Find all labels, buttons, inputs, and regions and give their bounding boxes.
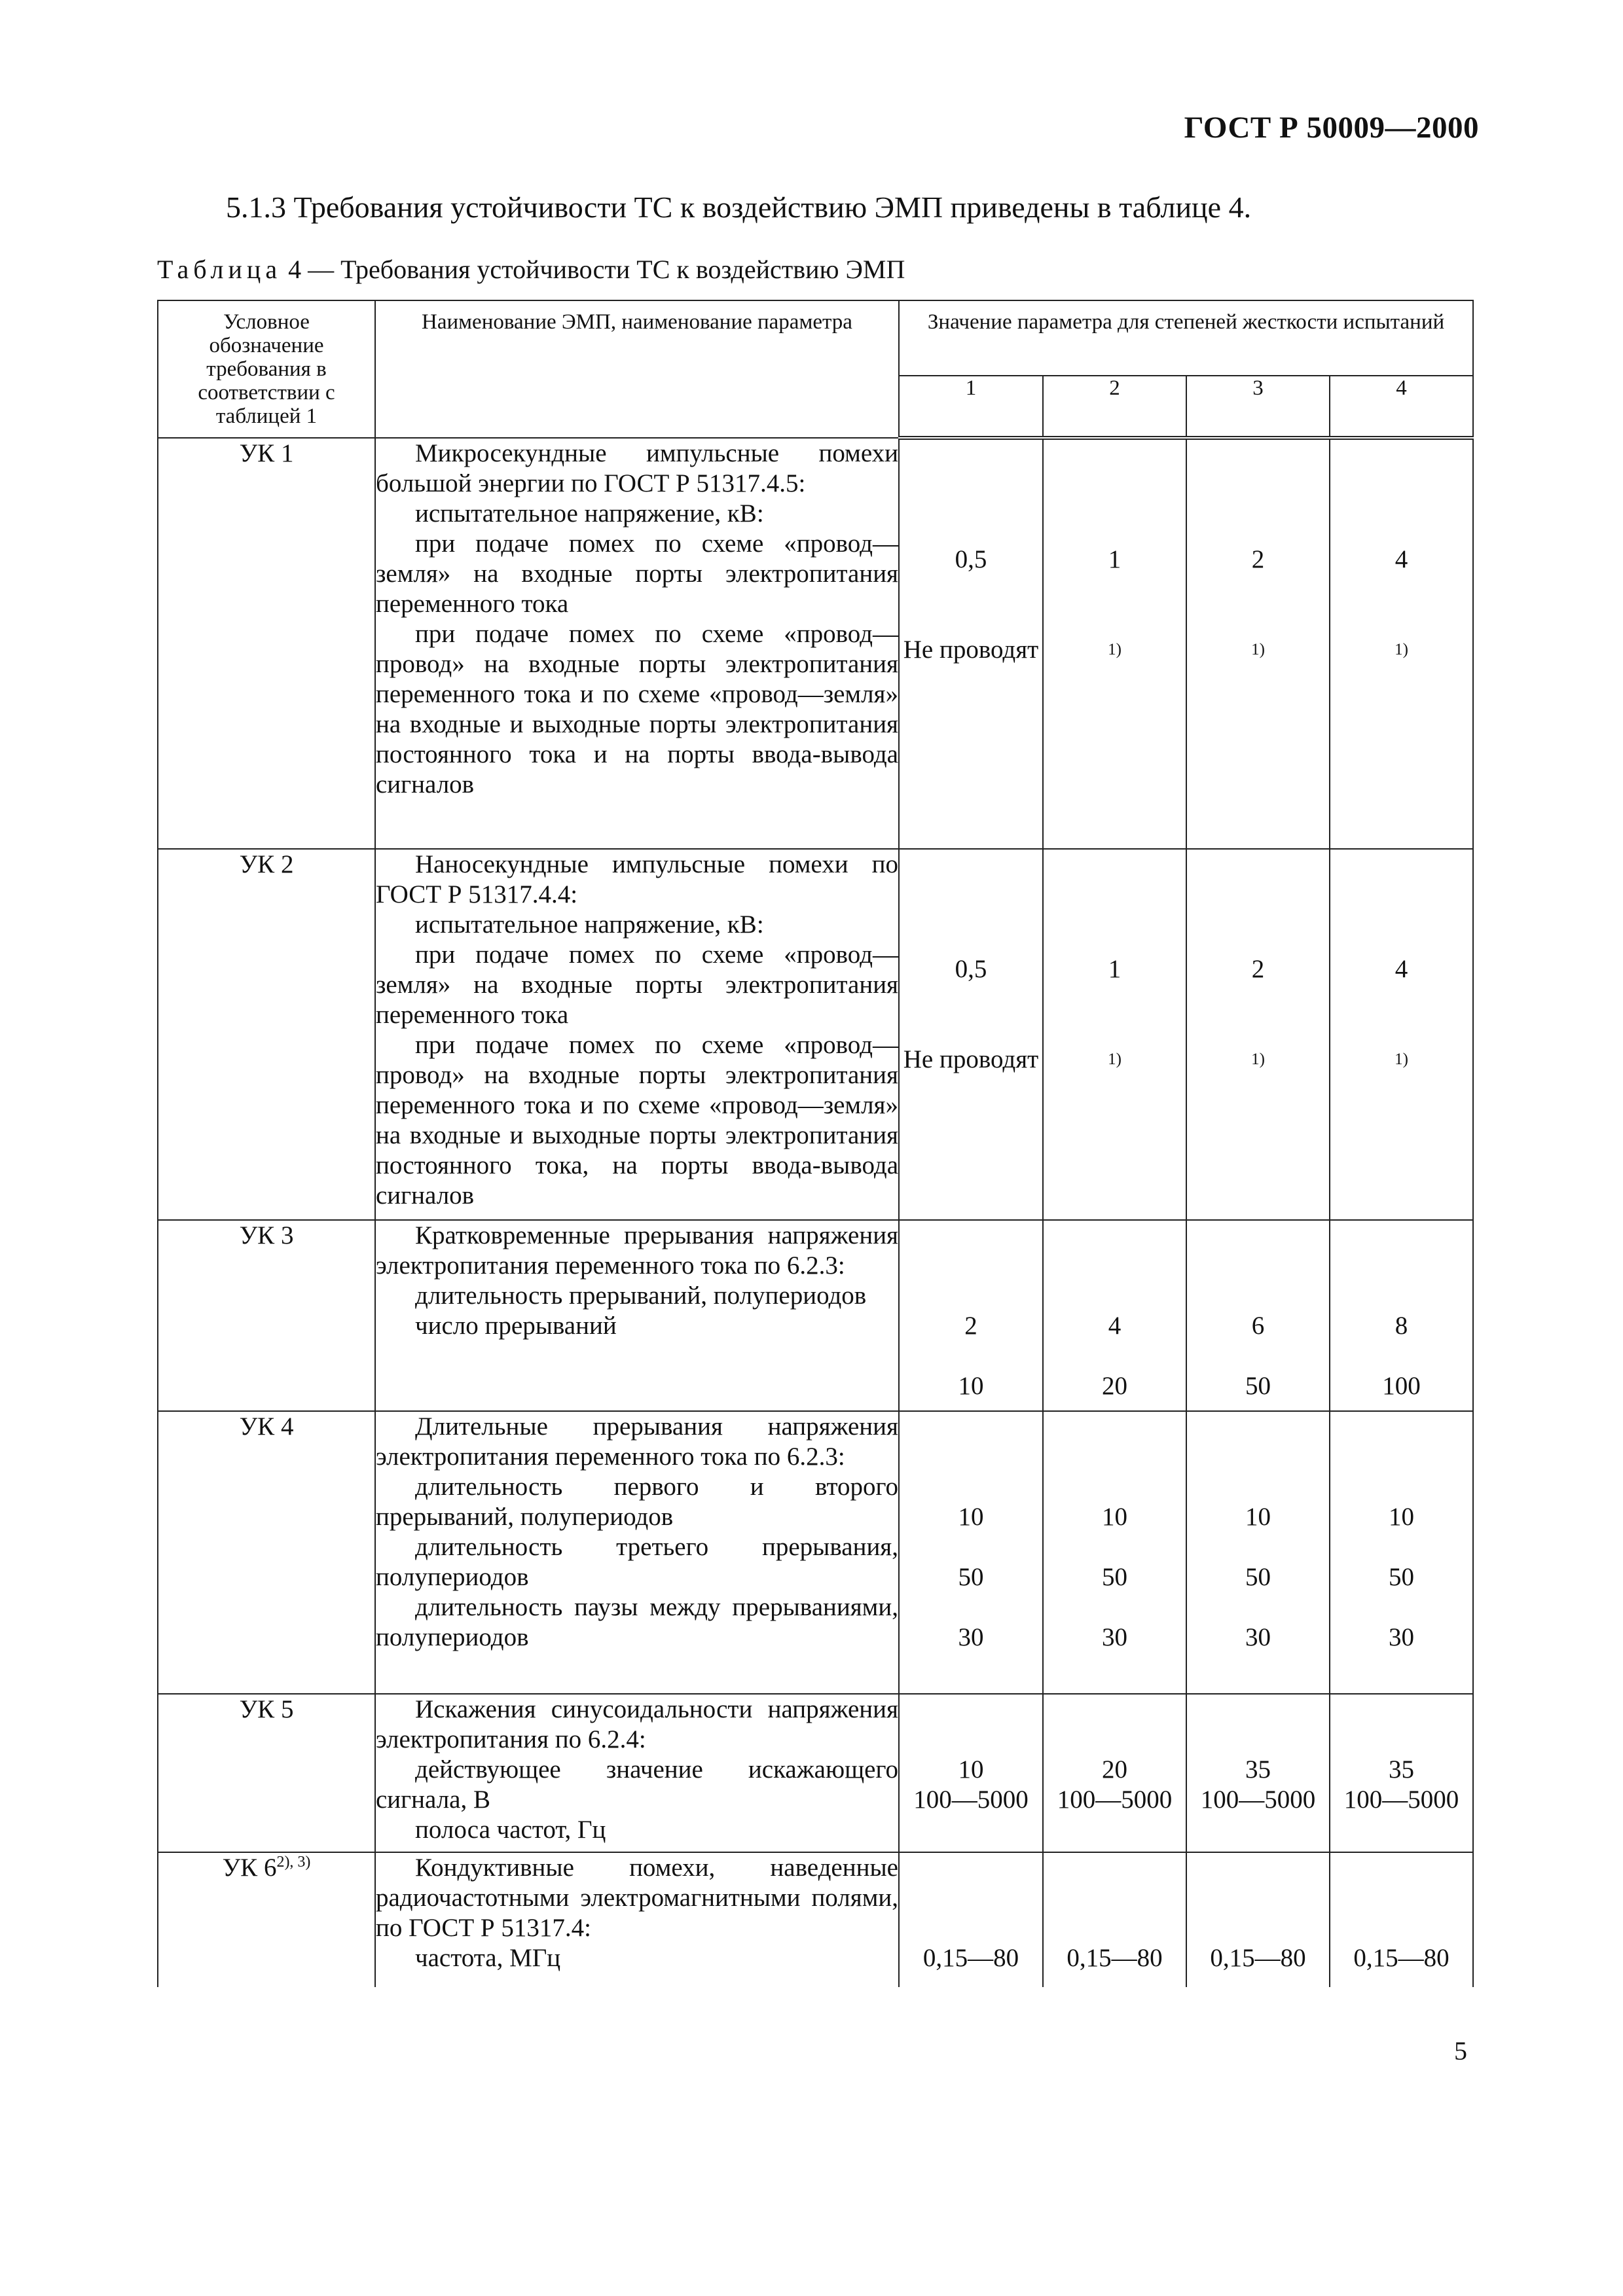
header-level-4: 4 [1330, 376, 1473, 438]
desc-line: длительность прерываний, полупериодов [415, 1282, 867, 1310]
desc-line: действующее значение искажающего сигнала, В [376, 1755, 898, 1814]
value-cell [1043, 1852, 1186, 1987]
value: 2 [1251, 545, 1265, 573]
caption-number: 4 [288, 255, 302, 284]
header-level-2: 2 [1043, 376, 1186, 438]
value-cell [1043, 1411, 1186, 1694]
value-cell [1043, 849, 1186, 1220]
desc-line: частота, МГц [415, 1944, 561, 1972]
value: 0,5 [955, 955, 987, 983]
value: 0,15—80 [1067, 1944, 1163, 1972]
value: 10 [1102, 1503, 1127, 1531]
requirements-table [157, 300, 1474, 1987]
desc-line: Наносекундные импульсные помехи по ГОСТ Р 51317.4.4: [376, 850, 898, 908]
value: 1 [1108, 545, 1122, 573]
value-cell [899, 1694, 1043, 1852]
value: 6 [1251, 1312, 1265, 1340]
row-code [158, 1852, 375, 1987]
header-level-3: 3 [1186, 376, 1330, 438]
value: 30 [1102, 1623, 1127, 1651]
value-cell [899, 1852, 1043, 1987]
table-caption: Таблица 4 — Требования устойчивости ТС к воздействию ЭМП [157, 255, 905, 284]
value: 10 [1389, 1503, 1414, 1531]
table-row-uk1 [158, 438, 1473, 849]
caption-title: Требования устойчивости ТС к воздействию ЭМП [340, 255, 905, 284]
row-description [375, 1411, 899, 1694]
row-code: УК 3 [158, 1220, 375, 1411]
desc-line: полоса частот, Гц [415, 1816, 606, 1844]
desc-line: Микросекундные импульсные помехи большой энергии по ГОСТ Р 51317.4.5: [376, 439, 898, 497]
value-cell [899, 1220, 1043, 1411]
footnote-ref: 1) [1395, 641, 1408, 658]
row-description [375, 1694, 899, 1852]
footnote-ref: 1) [1251, 1050, 1265, 1068]
header-code: Условное обозначение требования в соответствии с таблицей 1 [158, 300, 375, 438]
desc-line: при подаче помех по схеме «провод—провод» на входные порты электропитания переменного тока и по схеме «провод—земля» на входные и выходные порты электропитания постоянного тока и на порты ввода-вывода сигналов [376, 620, 898, 798]
value: 100—5000 [913, 1785, 1029, 1814]
table-row-uk3 [158, 1220, 1473, 1411]
value: 100—5000 [1057, 1785, 1173, 1814]
desc-line: Искажения синусоидальности напряжения электропитания по 6.2.4: [376, 1695, 898, 1753]
value-cell [1043, 1694, 1186, 1852]
row-description [375, 849, 899, 1220]
value: 50 [958, 1563, 984, 1591]
value: 10 [958, 1503, 984, 1531]
header-level-1: 1 [899, 376, 1043, 438]
table-row-uk2 [158, 849, 1473, 1220]
intro-paragraph: 5.1.3 Требования устойчивости ТС к воздействию ЭМП приведены в таблице 4. [226, 190, 1252, 224]
value: 2 [964, 1312, 977, 1340]
footnote-ref: 1) [1395, 1050, 1408, 1068]
value: 35 [1389, 1755, 1414, 1784]
desc-line: Кондуктивные помехи, наведенные радиочастотными электромагнитными полями, по ГОСТ Р 51317.4: [376, 1854, 898, 1942]
value-cell [1330, 1411, 1473, 1694]
value-cell [899, 849, 1043, 1220]
footnote-ref: 2), 3) [276, 1854, 311, 1871]
value: 10 [1245, 1503, 1271, 1531]
desc-line: длительность третьего прерывания, полупериодов [376, 1533, 898, 1591]
value: 100—5000 [1343, 1785, 1459, 1814]
value: 0,5 [955, 545, 987, 573]
desc-line: длительность паузы между прерываниями, полупериодов [376, 1593, 898, 1651]
value-cell [1186, 1411, 1330, 1694]
value: 4 [1395, 955, 1408, 983]
footnote-ref: 1) [1251, 641, 1265, 658]
value-cell [1186, 1852, 1330, 1987]
value-cell [1186, 1694, 1330, 1852]
desc-line: число прерываний [415, 1312, 617, 1340]
value-cell [1330, 1694, 1473, 1852]
value: 10 [958, 1755, 984, 1784]
row-code: УК 5 [158, 1694, 375, 1852]
value: 4 [1108, 1312, 1122, 1340]
value: 30 [958, 1623, 984, 1651]
value: 35 [1245, 1755, 1271, 1784]
value: 50 [1102, 1563, 1127, 1591]
header-levels-group: Значение параметра для степеней жесткости испытаний [899, 300, 1473, 376]
value: 20 [1102, 1372, 1127, 1400]
value: 20 [1102, 1755, 1127, 1784]
desc-line: испытательное напряжение, кВ: [415, 910, 764, 939]
value: 50 [1245, 1372, 1271, 1400]
value-cell [899, 438, 1043, 849]
value-cell [1330, 1220, 1473, 1411]
footnote-ref: 1) [1108, 1050, 1122, 1068]
value-cell [899, 1411, 1043, 1694]
caption-label: Таблица [157, 255, 282, 284]
row-code: УК 2 [158, 849, 375, 1220]
table-row-uk4 [158, 1411, 1473, 1694]
value-cell [1186, 438, 1330, 849]
desc-line: длительность первого и второго прерываний, полупериодов [376, 1473, 898, 1531]
value: 8 [1395, 1312, 1408, 1340]
table-row-uk6 [158, 1852, 1473, 1987]
page-number: 5 [1454, 2036, 1467, 2066]
value: 0,15—80 [922, 1944, 1019, 1972]
value: 0,15—80 [1353, 1944, 1450, 1972]
row-description [375, 1220, 899, 1411]
footnote-ref: 1) [1108, 641, 1122, 658]
value-cell [1330, 438, 1473, 849]
value: 50 [1389, 1563, 1414, 1591]
desc-line: при подаче помех по схеме «провод—земля» на входные порты электропитания переменного тока [376, 529, 898, 618]
value: 30 [1389, 1623, 1414, 1651]
value: Не проводят [903, 1045, 1039, 1073]
value-cell [1330, 849, 1473, 1220]
desc-line: при подаче помех по схеме «провод—провод» на входные порты электропитания переменного тока и по схеме «провод—земля» на входные и выходные порты электропитания постоянного тока, на порты ввода-вывода сигналов [376, 1031, 898, 1210]
value: Не проводят [903, 636, 1039, 664]
desc-line: Кратковременные прерывания напряжения электропитания переменного тока по 6.2.3: [376, 1221, 898, 1280]
value-cell [1043, 1220, 1186, 1411]
value: 100—5000 [1200, 1785, 1316, 1814]
value: 2 [1251, 955, 1265, 983]
value-cell [1186, 849, 1330, 1220]
row-code: УК 1 [158, 438, 375, 849]
row-code-text: УК 6 [222, 1854, 277, 1882]
header-name: Наименование ЭМП, наименование параметра [375, 300, 899, 438]
value-cell [1186, 1220, 1330, 1411]
desc-line: испытательное напряжение, кВ: [415, 499, 764, 528]
value: 30 [1245, 1623, 1271, 1651]
row-code: УК 4 [158, 1411, 375, 1694]
desc-line: Длительные прерывания напряжения электропитания переменного тока по 6.2.3: [376, 1412, 898, 1471]
value-cell [1043, 438, 1186, 849]
value: 0,15—80 [1210, 1944, 1306, 1972]
row-description [375, 1852, 899, 1987]
value: 10 [958, 1372, 984, 1400]
row-description [375, 438, 899, 849]
value: 4 [1395, 545, 1408, 573]
value: 100 [1382, 1372, 1421, 1400]
value: 50 [1245, 1563, 1271, 1591]
value-cell [1330, 1852, 1473, 1987]
desc-line: при подаче помех по схеме «провод—земля» на входные порты электропитания переменного тока [376, 941, 898, 1029]
value: 1 [1108, 955, 1122, 983]
document-id: ГОСТ Р 50009—2000 [1184, 111, 1479, 145]
table-row-uk5 [158, 1694, 1473, 1852]
